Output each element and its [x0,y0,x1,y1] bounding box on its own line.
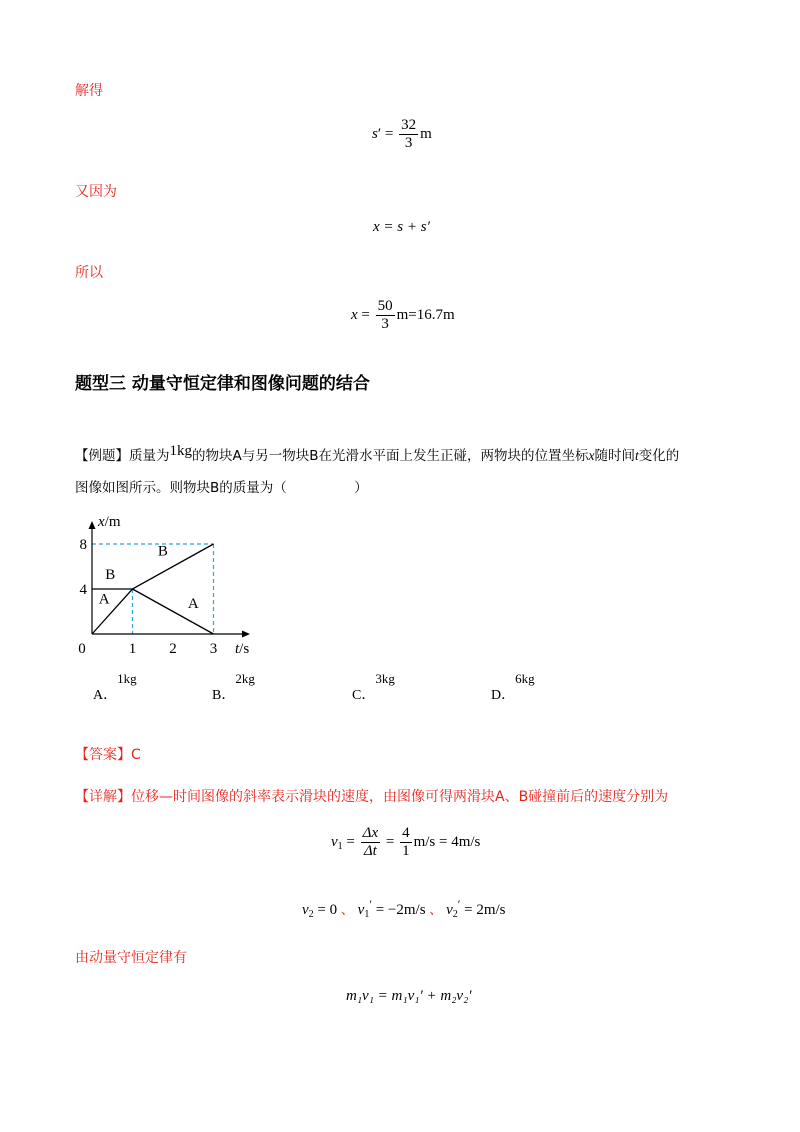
option-value: 2kg [235,671,255,686]
detail-line [75,786,668,806]
eq-var-v: v [331,833,338,850]
fraction-denominator: 1 [402,843,410,859]
fraction-denominator: 3 [404,135,413,151]
series-label-a: A [187,596,199,613]
option-d[interactable] [491,671,535,704]
fraction-denominator: Δt [363,843,377,859]
problem-text: 变化的 [638,448,680,464]
problem-mass: 1kg [169,443,192,459]
eq-value: = 2m/s [460,902,506,918]
eq-subscript: 1 [364,909,370,920]
series-label-a: A [98,591,110,608]
eq-unit: m [420,125,432,142]
eq-unit: m=16.7m [396,306,455,323]
eq-var-x: x [351,306,358,323]
fraction [399,117,418,152]
fraction-numerator: Δx [362,825,379,841]
problem-line-1 [75,444,679,465]
answer-value: C [131,747,141,763]
problem-var-t: t [635,448,639,463]
eq-rest: m/s = 4m/s [413,833,481,850]
fraction [376,298,395,333]
equation-v1 [331,825,480,860]
equation-x-sum: x = s + s′ [373,219,430,235]
problem-var-x: x [588,448,595,463]
solution-step-label: 由动量守恒定律有 [75,950,187,966]
equation-s-prime [372,117,432,152]
eq-subscript: 1 [337,840,343,852]
option-letter: A． [93,688,118,703]
y-tick-label: 4 [79,582,87,598]
problem-text: 随时间 [594,448,635,464]
equation-momentum: m₁v₁ = m₁v₁′ + m₂v₂′ [346,988,472,1004]
x-axis-label: t/s [235,641,250,657]
answer-line [75,744,141,764]
eq-equals: = [346,833,355,850]
detail-label: 【详解】 [75,789,131,805]
eq-var-v: v [357,902,365,918]
solution-step-label: 所以 [75,265,103,281]
eq-equals: = [384,125,394,142]
problem-text: 【例题】质量为 [75,448,170,464]
option-value: 1kg [117,671,137,686]
eq-subscript: 2 [452,909,458,920]
eq-var-v: v [302,902,309,918]
detail-text: 位移—时间图像的斜率表示滑块的速度，由图像可得两滑块A、B碰撞前后的速度分别为 [131,789,669,805]
eq-prime: ′ [377,125,382,142]
problem-line-2: 图像如图所示。则物块B的质量为（ ） [75,480,368,496]
equation-x-result [351,298,455,333]
y-tick-label: 8 [79,537,87,553]
equation-velocities: $v_2 = 0$ 、 $v_1' = -2m/s$ 、 $v_2' = 2m/s$ [302,897,506,920]
option-letter: B． [212,688,236,703]
eq-value: = 0 [313,902,338,918]
eq-equals: = [385,833,395,850]
y-axis-label: x/m [98,514,121,530]
option-value: 6kg [515,671,535,686]
eq-value: = −2m/s [371,902,426,918]
x-axis-arrow [242,631,250,638]
eq-subscript: 2 [308,909,314,920]
option-c[interactable] [352,671,395,704]
x-tick-label: 3 [209,641,218,657]
fraction-numerator: 4 [402,825,410,841]
position-time-chart [70,510,270,660]
option-letter: D． [491,688,516,703]
eq-separator: 、 [340,903,354,918]
section-title: 题型三 动量守恒定律和图像问题的结合 [75,374,370,394]
fraction-numerator: 50 [377,298,393,314]
eq-separator: 、 [429,903,443,918]
solution-step-label: 又因为 [75,184,117,200]
problem-text: 的物块A与另一物块B在光滑水平面上发生正碰，两物块的位置坐标 [192,448,589,464]
option-letter: C． [352,688,376,703]
series-label-b: B [157,543,168,560]
eq-equals: = [361,306,370,323]
fraction [400,825,412,860]
eq-var-s: s [372,125,378,142]
y-axis-arrow [89,521,96,529]
solution-step-label: 解得 [75,83,103,99]
eq-var-v: v [446,902,453,918]
option-b[interactable] [212,671,255,704]
fraction-denominator: 3 [381,316,389,332]
option-a[interactable] [93,671,137,704]
answer-label: 【答案】 [75,747,131,763]
x-tick-label: 0 [78,641,86,657]
series-label-b: B [105,566,116,583]
eq-text: = s + s [383,219,427,235]
x-tick-label: 2 [169,641,177,657]
fraction [361,825,380,860]
fraction-numerator: 32 [401,117,417,133]
x-tick-label: 1 [128,641,137,657]
option-value: 3kg [375,671,395,686]
